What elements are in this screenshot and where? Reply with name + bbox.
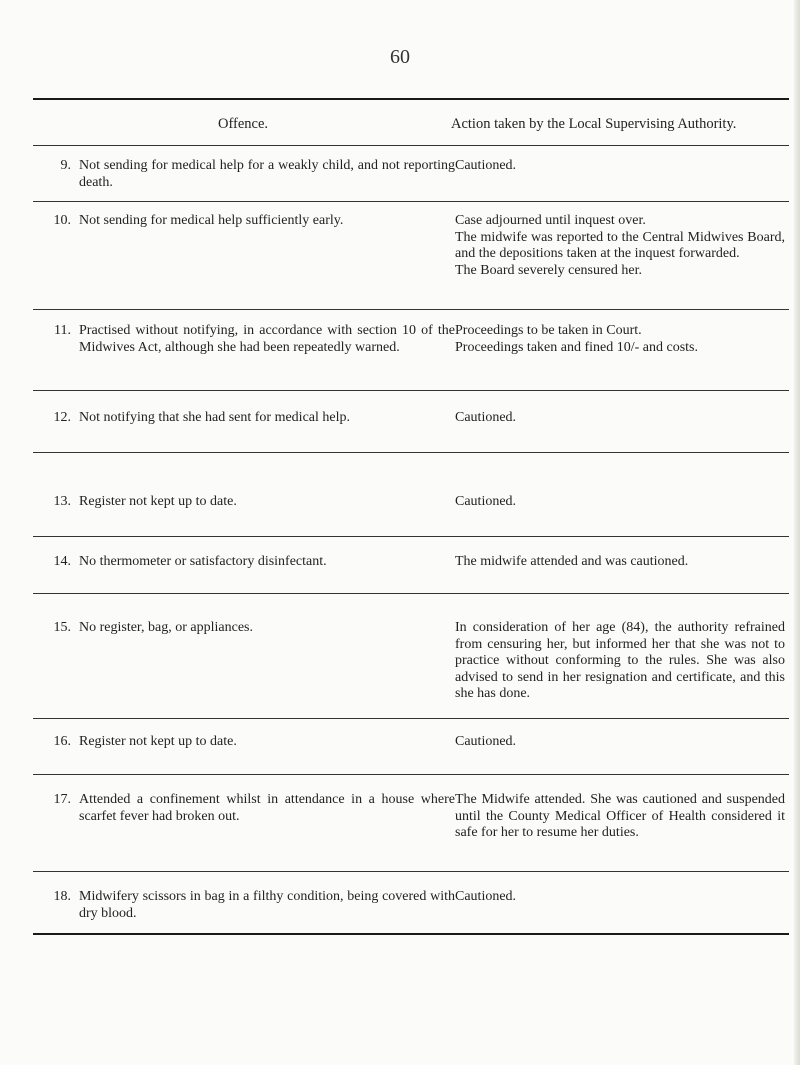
row-divider <box>33 593 789 594</box>
offence-text: Register not kept up to date. <box>79 494 237 509</box>
offence-text: Practised without notifying, in accordance with section 10 of the Midwives Act, although she had been repeatedly warned. <box>79 323 455 355</box>
action-line: The Board severely censured her. <box>455 262 642 278</box>
action-line: The midwife was reported to the Central Midwives Board, and the depositions taken at the inquest forwarded. <box>455 229 785 261</box>
action-line: Cautioned. <box>455 889 517 904</box>
row-divider <box>33 536 789 537</box>
row-divider <box>33 871 789 872</box>
row-divider <box>33 452 789 453</box>
offence-text: Register not kept up to date. <box>79 734 237 749</box>
row-divider <box>33 390 789 391</box>
row-number: 10. <box>53 213 71 228</box>
row-divider <box>33 718 789 719</box>
action-line: Cautioned. <box>455 410 517 425</box>
action-line: Cautioned. <box>455 158 517 173</box>
action-line: Proceedings taken and fined 10/- and costs. <box>455 339 698 355</box>
offence-text: Attended a confinement whilst in attendance in a house where scarfet fever had broken out. <box>79 792 455 824</box>
row-number: 18. <box>53 889 71 904</box>
row-number: 13. <box>53 494 71 509</box>
action-text <box>455 889 785 906</box>
row-divider <box>33 774 789 775</box>
header-bottom-rule <box>33 145 789 146</box>
page-number: 60 <box>390 46 410 68</box>
row-number: 14. <box>53 554 71 569</box>
action-text <box>455 494 785 511</box>
action-text <box>455 213 785 279</box>
column-header-action: Action taken by the Local Supervising Authority. <box>451 116 737 132</box>
action-text <box>455 792 785 842</box>
page-edge-shadow <box>794 0 800 1065</box>
header-top-rule <box>33 98 789 100</box>
column-header-offence: Offence. <box>218 116 269 132</box>
row-divider <box>33 309 789 310</box>
row-number: 15. <box>53 620 71 635</box>
offence-text: Not notifying that she had sent for medical help. <box>79 410 350 425</box>
action-line: Cautioned. <box>455 494 517 509</box>
offence-text: Not sending for medical help for a weakly child, and not reporting death. <box>79 158 455 190</box>
action-text <box>455 734 785 751</box>
action-line: In consideration of her age (84), the authority refrained from censuring her, but informed her that she was not to practice without conforming to the rules. She was also advised to send in her resignation and certificate, and this she has done. <box>455 620 785 701</box>
action-text <box>455 620 785 703</box>
offence-text: No register, bag, or appliances. <box>79 620 253 635</box>
row-number: 17. <box>53 792 71 807</box>
action-line: Case adjourned until inquest over. <box>455 213 646 228</box>
action-text <box>455 410 785 427</box>
offence-text: Not sending for medical help sufficiently early. <box>79 213 344 228</box>
action-text <box>455 158 785 175</box>
row-number: 9. <box>60 158 71 173</box>
table-header <box>33 116 789 136</box>
action-line: The Midwife attended. She was cautioned and suspended until the County Medical Officer of Health considered it safe for her to resume her duties. <box>455 792 785 840</box>
row-divider <box>33 201 789 202</box>
action-line: Cautioned. <box>455 734 517 749</box>
offence-text: No thermometer or satisfactory disinfectant. <box>79 554 327 569</box>
offence-text: Midwifery scissors in bag in a filthy condition, being covered with dry blood. <box>79 889 455 921</box>
action-text <box>455 554 785 571</box>
row-number: 16. <box>53 734 71 749</box>
action-text <box>455 323 785 356</box>
row-number: 11. <box>54 323 71 338</box>
row-number: 12. <box>53 410 71 425</box>
action-line: The midwife attended and was cautioned. <box>455 554 689 569</box>
action-line: Proceedings to be taken in Court. <box>455 323 642 338</box>
table-bottom-rule <box>33 933 789 935</box>
